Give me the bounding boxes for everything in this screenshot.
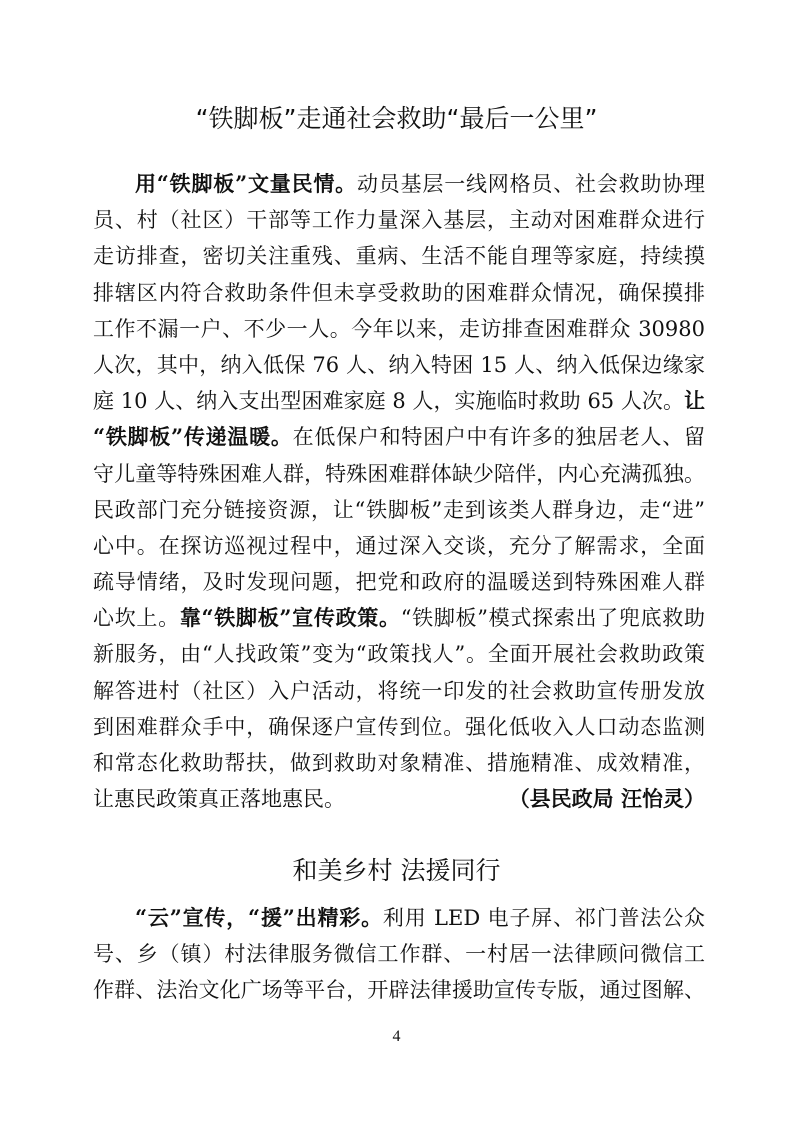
signature: （县民政局 汪怡灵）	[508, 786, 705, 812]
article-title: 和美乡村 法援同行	[292, 856, 501, 885]
text-line: 心中。在探访巡视过程中，通过深入交谈，充分了解需求，全面	[93, 533, 705, 558]
text-line	[93, 900, 705, 936]
article-title: “铁脚板”走通社会救助“最后一公里”	[195, 104, 598, 133]
text-line: 和常态化救助帮扶，做到救助对象精准、措施精准、成效精准，	[93, 751, 705, 775]
text-run: 在低保户和特困户中有许多的独居老人、留	[292, 425, 705, 450]
text-line: 解答进村（社区）入户活动，将统一印发的社会救助宣传册发放	[93, 678, 705, 703]
text-line	[93, 600, 705, 636]
text-line: 疏导情绪，及时发现问题，把党和政府的温暖送到特殊困难人群	[93, 570, 705, 595]
text-line: 守儿童等特殊困难人群，特殊困难群体缺少陪伴，内心充满孤独。	[93, 461, 705, 486]
text-line	[93, 781, 705, 817]
text-run: “铁脚板”模式探索出了兜底救助	[400, 606, 705, 631]
article-body	[93, 900, 705, 1009]
text-line: 人次，其中，纳入低保 76 人、纳入特困 15 人、纳入低保边缘家	[93, 352, 705, 377]
bold-lead: 靠“铁脚板”宣传政策。	[179, 605, 401, 631]
text-line: 员、村（社区）干部等工作力量深入基层，主动对困难群众进行	[93, 208, 705, 233]
text-line: 工作不漏一户、不少一人。今年以来，走访排查困难群众 30980	[93, 316, 705, 341]
page-number: 4	[392, 1028, 401, 1045]
text-line: 新服务，由“人找政策”变为“政策找人”。全面开展社会救助政策	[93, 642, 705, 667]
text-run: 心坎上。	[93, 606, 180, 631]
text-line	[93, 383, 705, 419]
text-line: 到困难群众手中，确保逐户宣传到位。强化低收入人口动态监测	[93, 714, 705, 739]
text-line: 排辖区内符合救助条件但未享受救助的困难群众情况，确保摸排	[93, 280, 705, 305]
text-line: 民政部门充分链接资源，让“铁脚板”走到该类人群身边，走“进”	[93, 497, 705, 522]
bold-lead: “云”宣传，“援”出精彩。	[135, 905, 383, 930]
text-line	[93, 419, 705, 455]
bold-lead: 让	[684, 388, 705, 414]
text-line: 号、乡（镇）村法律服务微信工作群、一村居一法律顾问微信工	[93, 942, 705, 967]
bold-lead: “铁脚板”传递温暖。	[93, 424, 293, 450]
text-line	[93, 166, 705, 202]
text-run: 动员基层一线网格员、社会救助协理	[356, 172, 705, 196]
text-run: 利用 LED 电子屏、祁门普法公众	[382, 906, 705, 930]
text-line: 作群、法治文化广场等平台，开辟法律援助宣传专版，通过图解、	[93, 978, 705, 1003]
bold-lead: 用“铁脚板”文量民情。	[135, 171, 357, 196]
text-run: 让惠民政策真正落地惠民。	[93, 787, 345, 812]
text-line: 走访排查，密切关注重残、重病、生活不能自理等家庭，持续摸	[93, 244, 705, 269]
text-run: 庭 10 人、纳入支出型困难家庭 8 人，实施临时救助 65 人次。	[93, 389, 684, 414]
article-body	[93, 166, 705, 817]
